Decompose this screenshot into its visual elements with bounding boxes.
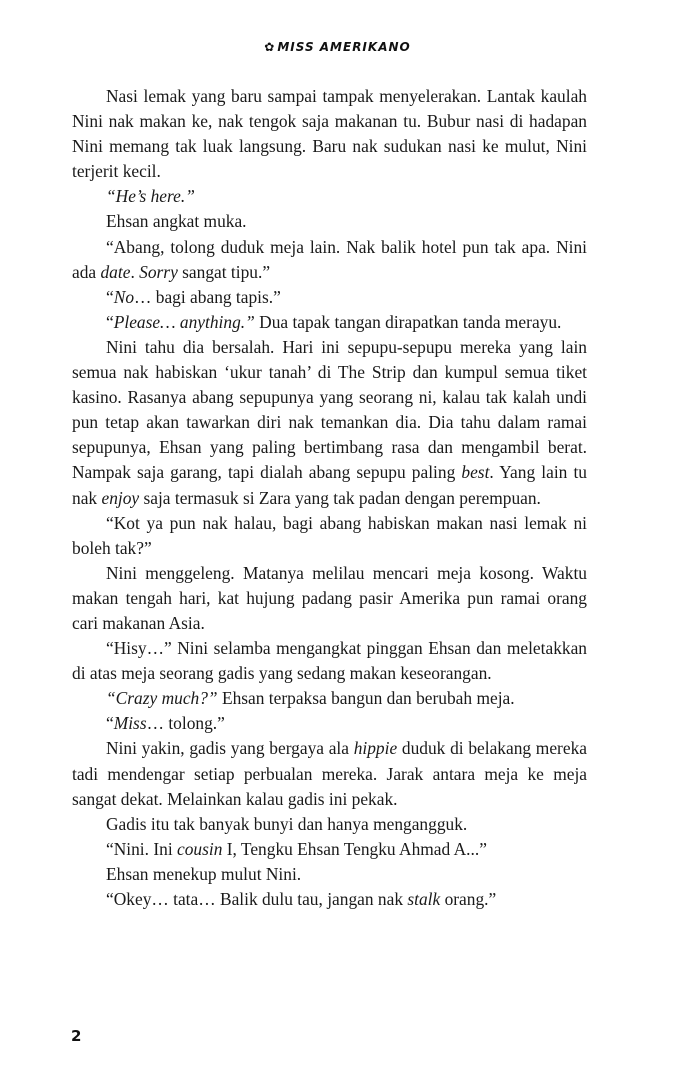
- italic-text: hippie: [353, 738, 398, 759]
- body-text: [72, 84, 587, 912]
- paragraph: [72, 887, 587, 912]
- text-run: .: [130, 261, 140, 282]
- text-run: “Nini. Ini: [106, 838, 177, 859]
- paragraph: [72, 686, 587, 711]
- paragraph: [72, 561, 587, 636]
- paragraph: [72, 235, 587, 285]
- flower-ornament-icon: ✿: [264, 40, 276, 54]
- italic-text: “Crazy much?”: [106, 688, 218, 709]
- italic-text: date: [100, 261, 131, 282]
- paragraph: [72, 285, 587, 310]
- text-run: “: [106, 286, 114, 307]
- text-run: … bagi abang tapis.”: [134, 286, 281, 307]
- text-run: … tolong.”: [146, 713, 225, 734]
- paragraph: [72, 511, 587, 561]
- paragraph: [72, 837, 587, 862]
- paragraph: [72, 335, 587, 511]
- italic-text: “He’s here.”: [106, 186, 195, 207]
- italic-text: enjoy: [101, 487, 140, 508]
- text-run: Dua tapak tangan dirapatkan tanda merayu.: [254, 311, 562, 332]
- paragraph: [72, 862, 587, 887]
- text-run: “: [106, 311, 114, 332]
- text-run: Nini menggeleng. Matanya melilau mencari meja kosong. Waktu makan tengah hari, kat hujung padang pasir Amerika pun ramai orang cari makanan Asia.: [72, 562, 587, 633]
- paragraph: [72, 184, 587, 209]
- text-run: Nasi lemak yang baru sampai tampak menyelerakan. Lantak kaulah Nini nak makan ke, nak tengok saja makanan tu. Bubur nasi di hadapan Nini memang tak luak langsung. Baru nak sudukan nasi ke mulut, Nini terjerit kecil.: [72, 86, 587, 182]
- running-header-title: MISS AMERIKANO: [277, 40, 411, 54]
- text-run: Ehsan menekup mulut Nini.: [106, 863, 302, 884]
- paragraph: [72, 209, 587, 234]
- paragraph: [72, 812, 587, 837]
- paragraph: [72, 736, 587, 811]
- italic-text: Sorry: [139, 261, 178, 282]
- text-run: “Kot ya pun nak halau, bagi abang habiskan makan nasi lemak ni boleh tak?”: [72, 512, 587, 558]
- text-run: “Abang, tolong duduk meja lain. Nak balik hotel pun tak apa. Nini ada: [72, 236, 587, 282]
- text-run: Ehsan terpaksa bangun dan berubah meja.: [217, 688, 515, 709]
- text-run: . Yang lain tu nak: [72, 462, 587, 508]
- italic-text: Miss: [113, 713, 147, 734]
- text-run: Nini yakin, gadis yang bergaya ala: [106, 738, 354, 759]
- italic-text: stalk: [407, 889, 441, 909]
- italic-text: cousin: [177, 838, 223, 859]
- text-run: I, Tengku Ehsan Tengku Ahmad A...”: [222, 838, 487, 859]
- paragraph: [72, 711, 587, 736]
- text-run: “Hisy…” Nini selamba mengangkat pinggan Ehsan dan meletakkan di atas meja seorang gadis yang sedang makan keseorangan.: [72, 638, 587, 684]
- running-header: [0, 40, 675, 54]
- text-run: “: [106, 713, 114, 734]
- paragraph: [72, 84, 587, 184]
- text-run: “Okey… tata… Balik dulu tau, jangan nak: [106, 889, 408, 909]
- text-run: saja termasuk si Zara yang tak padan dengan perempuan.: [139, 487, 541, 508]
- text-run: duduk di belakang mereka tadi mendengar setiap perbualan mereka. Jarak antara meja ke meja sangat dekat. Melainkan kalau gadis ini pekak.: [72, 738, 587, 809]
- text-run: sangat tipu.”: [177, 261, 271, 282]
- text-run: Ehsan angkat muka.: [106, 211, 247, 232]
- text-run: Nini tahu dia bersalah. Hari ini sepupu-sepupu mereka yang lain semua nak habiskan ‘ukur tanah’ di The Strip dan kumpul semua tiket kasino. Rasanya abang sepupunya yang seorang ni, kalau tak kalah undi pun tetap akan tawarkan diri nak temankan dia. Dia tahu dalam ramai sepupunya, Ehsan yang paling bertimbang rasa dan mengambil berat. Nampak saja garang, tapi dialah abang sepupu paling: [72, 336, 587, 483]
- paragraph: [72, 636, 587, 686]
- page-number: 2: [71, 1027, 82, 1045]
- italic-text: Please… anything.”: [113, 311, 255, 332]
- italic-text: best: [461, 462, 490, 483]
- text-run: Gadis itu tak banyak bunyi dan hanya mengangguk.: [106, 813, 468, 834]
- italic-text: No: [113, 286, 135, 307]
- text-run: orang.”: [440, 889, 497, 909]
- paragraph: [72, 310, 587, 335]
